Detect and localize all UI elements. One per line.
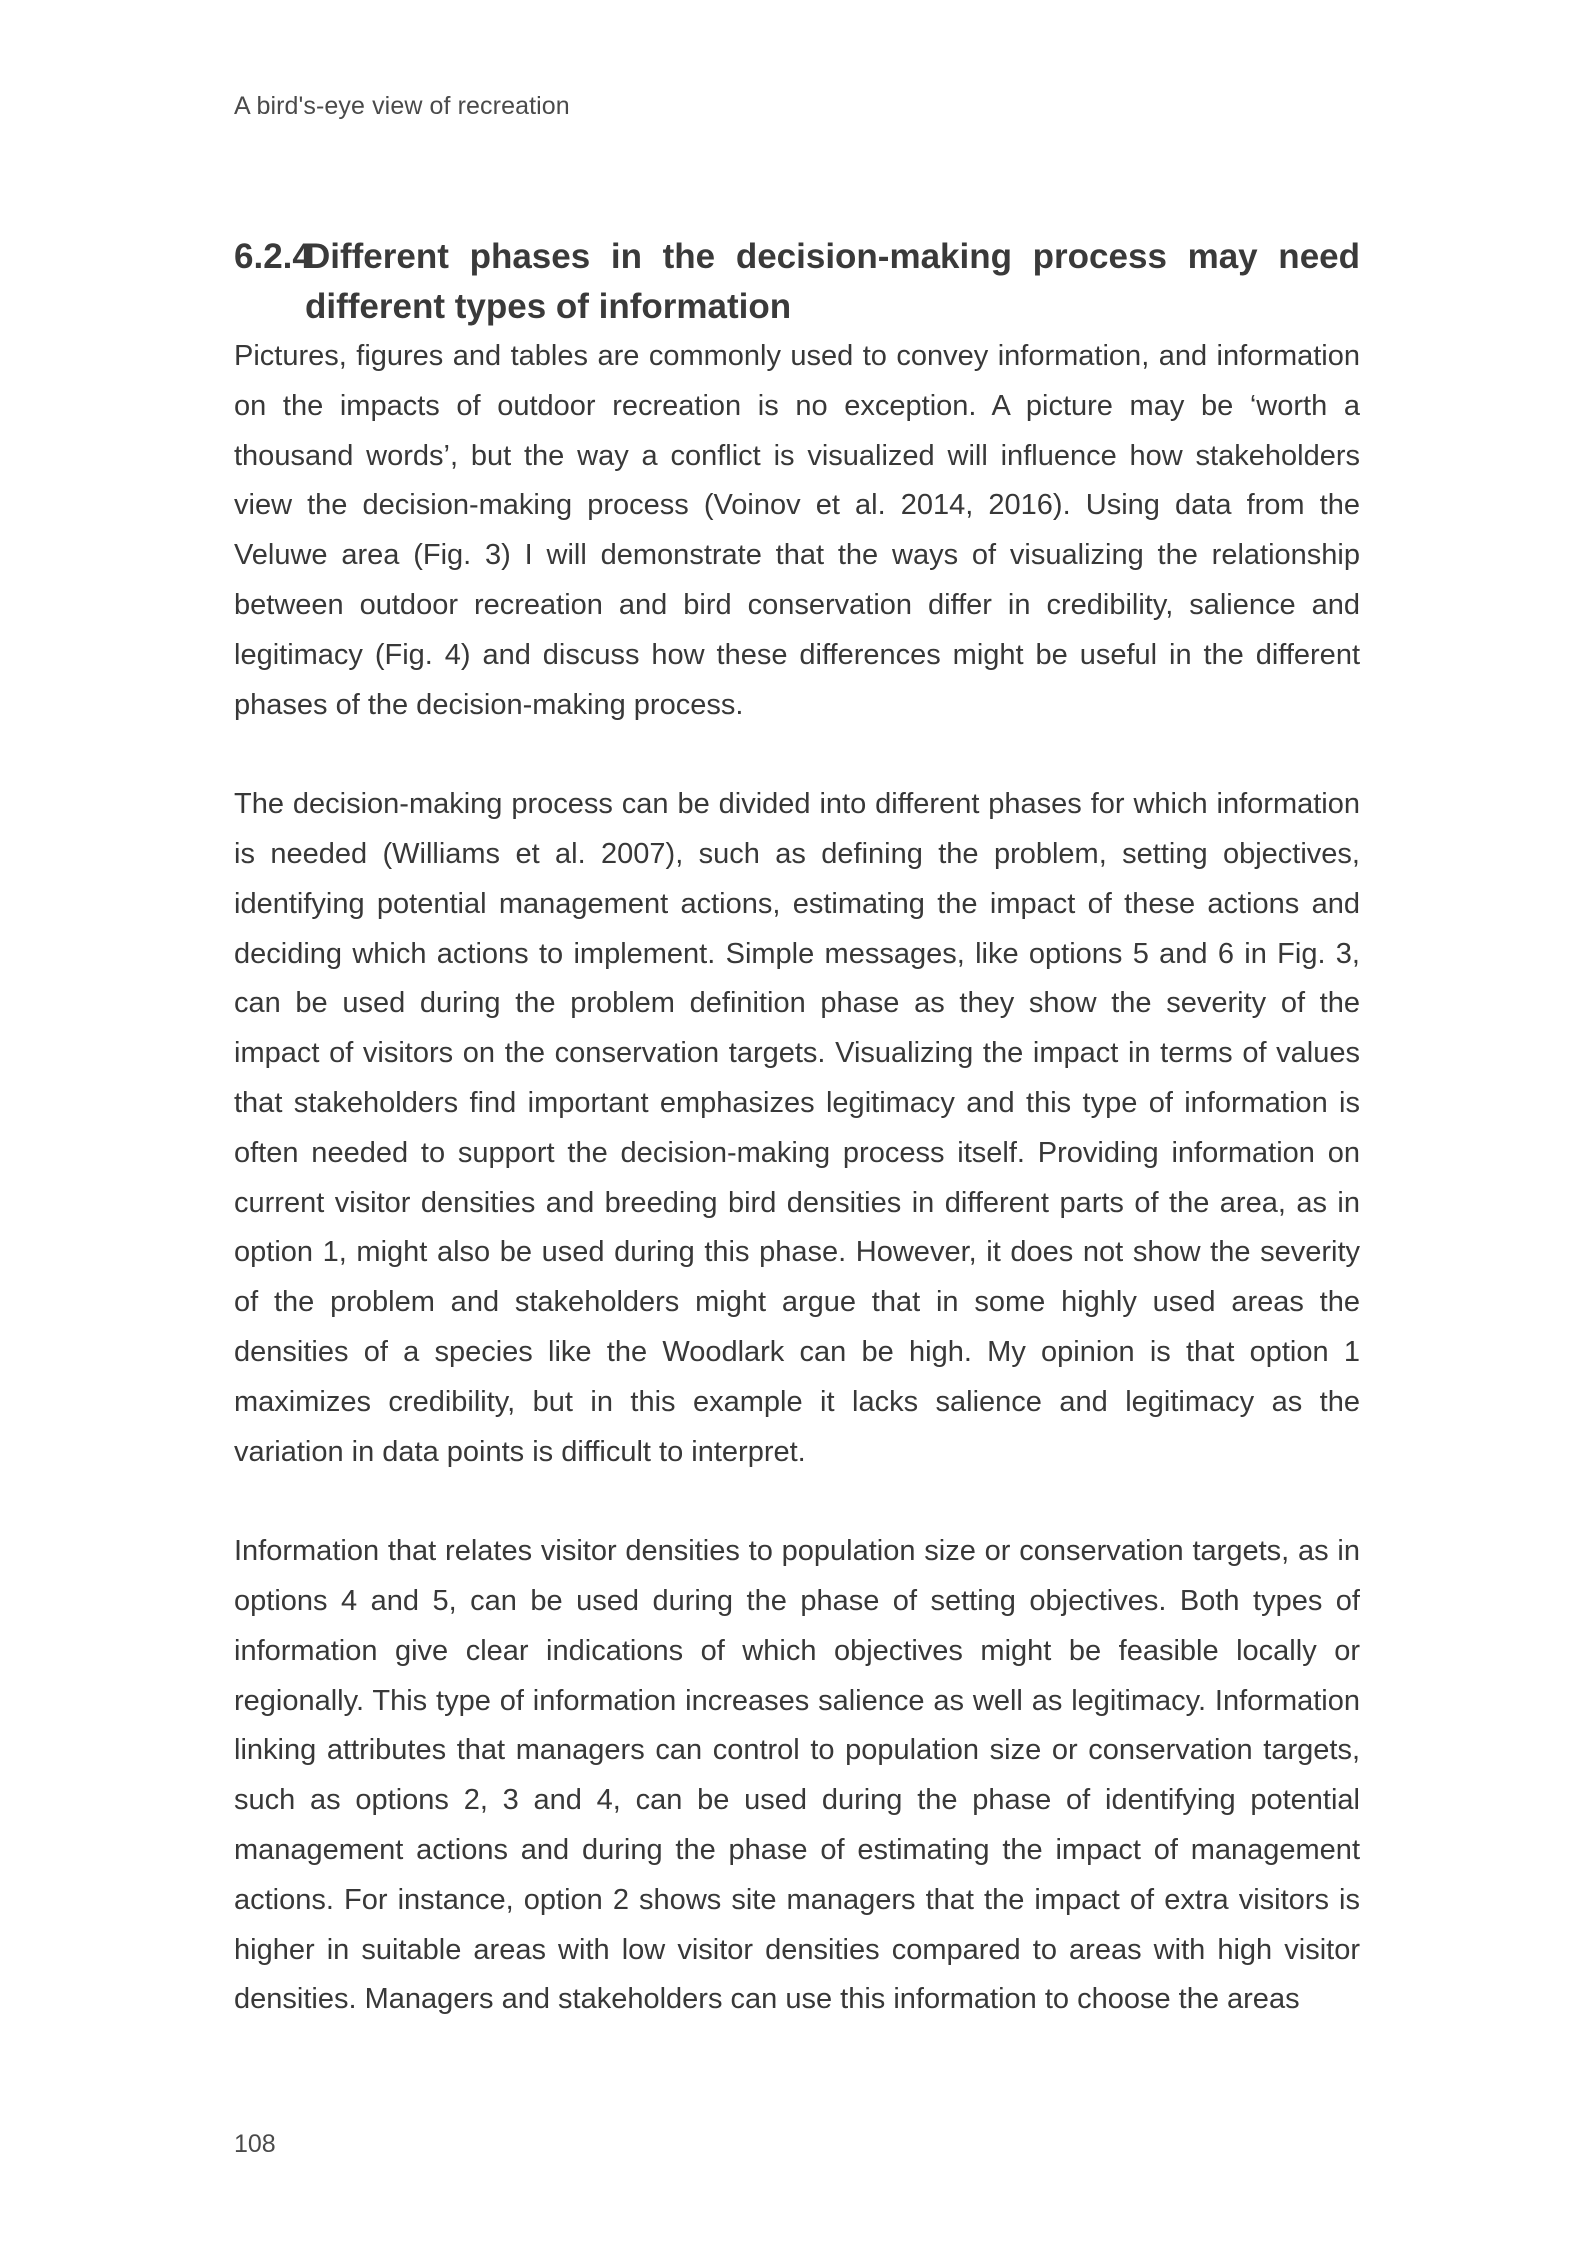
page-body <box>234 232 1360 2025</box>
paragraph-intro: Pictures, figures and tables are commonly used to convey information, and information on the impacts of outdoor recreation is no exception. A picture may be ‘worth a thousand words’, but the way a conflict is visualized will influence how stakeholders view the decision-making process (Voinov et al. 2014, 2016). Using data from the Veluwe area (Fig. 3) I will demonstrate that the ways of visualizing the relationship between outdoor recreation and bird conservation differ in credibility, salience and legitimacy (Fig. 4) and discuss how these differences might be useful in the different phases of the decision-making process. <box>234 340 1360 721</box>
section-heading <box>234 232 1360 332</box>
paragraph-objectives: Information that relates visitor densities to population size or conservation targets, as in options 4 and 5, can be used during the phase of setting objectives. Both types of information give clear indications of which objectives might be feasible locally or regionally. This type of information increases salience as well as legitimacy. Information linking attributes that managers can control to population size or conservation targets, such as options 2, 3 and 4, can be used during the phase of identifying potential management actions and during the phase of estimating the impact of management actions. For instance, option 2 shows site managers that the impact of extra visitors is higher in suitable areas with low visitor densities compared to areas with high visitor densities. Managers and stakeholders can use this information to choose the areas <box>234 1535 1360 2016</box>
running-header: A bird's-eye view of recreation <box>234 92 570 120</box>
section-title: Different phases in the decision-making process may need different types of information <box>305 237 1360 326</box>
section-number: 6.2.4 <box>234 237 312 276</box>
paragraph-decision-phases: The decision-making process can be divided into different phases for which information is needed (Williams et al. 2007), such as defining the problem, setting objectives, identifying potential management actions, estimating the impact of these actions and deciding which actions to implement. Simple messages, like options 5 and 6 in Fig. 3, can be used during the problem definition phase as they show the severity of the impact of visitors on the conservation targets. Visualizing the impact in terms of values that stakeholders find important emphasizes legitimacy and this type of information is often needed to support the decision-making process itself. Providing information on current visitor densities and breeding bird densities in different parts of the area, as in option 1, might also be used during this phase. However, it does not show the severity of the problem and stakeholders might argue that in some highly used areas the densities of a species like the Woodlark can be high. My opinion is that option 1 maximizes credibility, but in this example it lacks salience and legitimacy as the variation in data points is difficult to interpret. <box>234 788 1360 1468</box>
page-number: 108 <box>234 2130 276 2158</box>
